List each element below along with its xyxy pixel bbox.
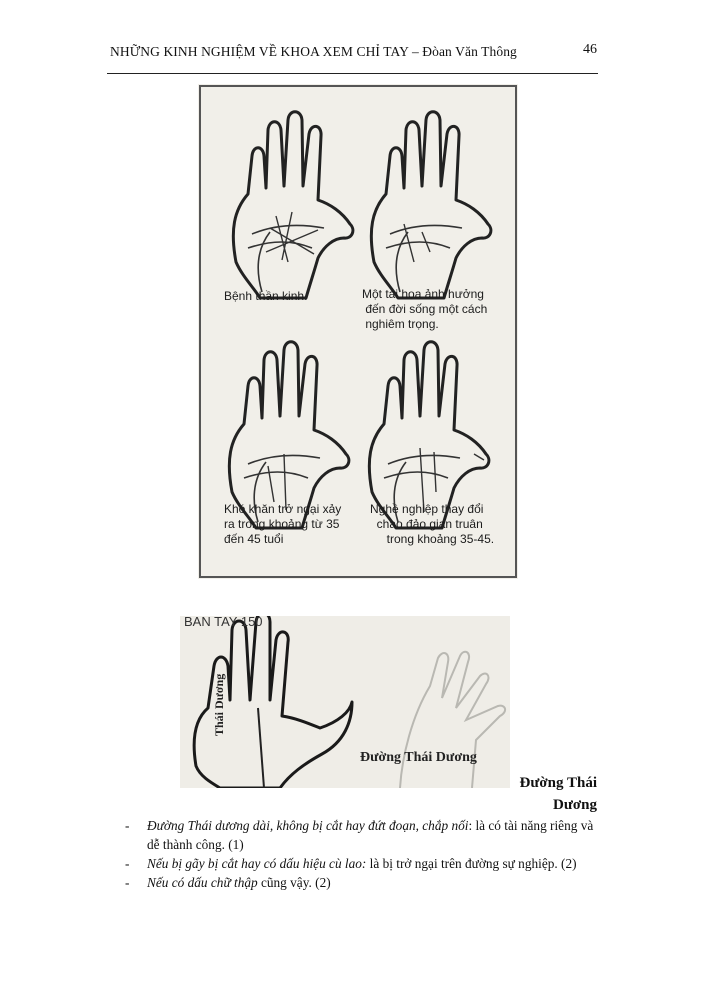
bullet-dash: - xyxy=(125,818,130,833)
bullet-dash: - xyxy=(125,875,130,890)
page-number: 46 xyxy=(583,42,597,57)
bullet-italic: Đường Thái dương dài, không bị cắt hay đứt đoạn, chắp nối xyxy=(147,818,469,833)
bullet-text: là bị trở ngại trên đường sự nghiệp. (2) xyxy=(366,856,577,871)
bullet-item xyxy=(125,854,597,873)
bullet-italic: Nếu có dấu chữ thập xyxy=(147,875,258,890)
caption-nervous-disease: Bệnh thần kinh. xyxy=(224,289,308,303)
bullet-dash: - xyxy=(125,856,130,871)
caption-career-change: Nghề nghiệp thay đổi chao đảo gian truân trong khoảng 35-45. xyxy=(370,502,495,546)
caption-obstacles-35-45: Khó khăn trở ngại xảy ra trong khoảng từ 35 đến 45 tuổi xyxy=(224,502,342,546)
caption-serious-accident: Một tai họa ảnh hưởng đến đời sống một cách nghiêm trọng. xyxy=(362,287,488,331)
bullet-item xyxy=(125,816,597,854)
figure-caption-line1: Đường Thái xyxy=(519,775,597,791)
header-title: NHỮNG KINH NGHIỆM VỀ KHOA XEM CHỈ TAY – Đòan Văn Thông xyxy=(110,44,517,59)
palm-illustrations-figure xyxy=(198,84,518,579)
figure-caption xyxy=(480,772,597,816)
bullet-item xyxy=(125,873,597,892)
hand-figure-label: BAN TAY 150 xyxy=(184,616,263,629)
header-divider xyxy=(107,73,598,74)
bullet-italic: Nếu bị gãy bị cắt hay có dấu hiệu cù lao: xyxy=(147,856,367,871)
figure-caption-line2: Dương xyxy=(553,797,597,813)
bullet-list xyxy=(125,816,597,892)
bullet-text: cũng vậy. (2) xyxy=(257,875,331,890)
sun-line-inline-label: Đường Thái Dương xyxy=(360,750,477,765)
sun-line-vertical-label: Thái Dương xyxy=(212,673,226,736)
sun-line-figure xyxy=(180,616,510,788)
bullet-text: : là có tài năng riêng và dễ thành công. (1) xyxy=(147,818,594,852)
